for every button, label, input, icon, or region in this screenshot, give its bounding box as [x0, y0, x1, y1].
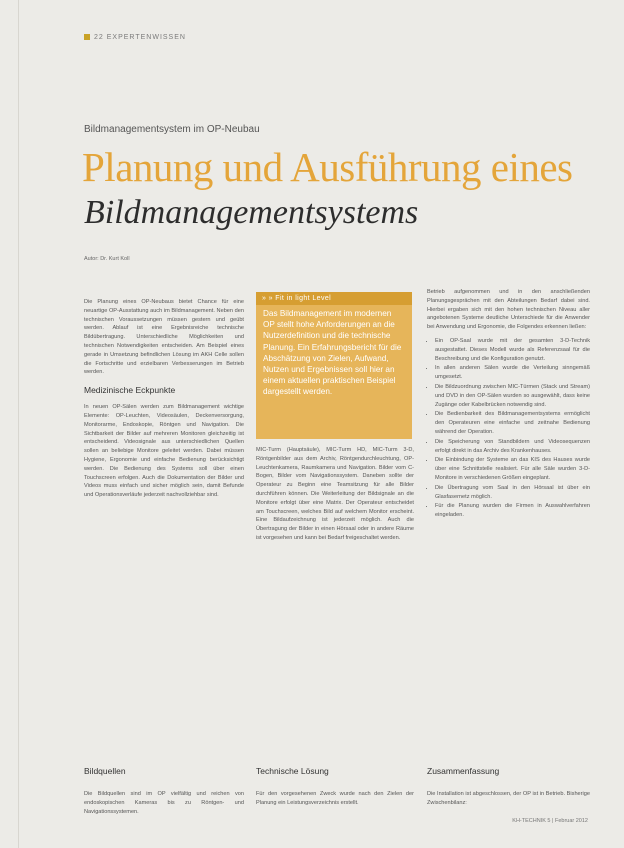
page-footer: KH-TECHNIK 5 | Februar 2012: [512, 818, 588, 824]
section-text-bildquellen: Die Bildquellen sind im OP vielfältig und reichen von endoskopischen Kameras bis zu Röntgen- und Navigationssystemen.: [84, 791, 244, 815]
callout-box: [256, 292, 412, 439]
list-item: • In allen anderen Sälen wurde die Verteilung sinngemäß umgesetzt.: [435, 364, 590, 382]
section-marker-icon: [84, 34, 90, 40]
column-2: [256, 446, 414, 548]
article-kicker: Bildmanagementsystem im OP-Neubau: [84, 124, 260, 135]
section-heading: Medizinische Eckpunkte: [84, 385, 176, 396]
section-label: 22 EXPERTENWISSEN: [94, 34, 186, 41]
list-item: • Ein OP-Saal wurde mit der gesamten 3-D-Technik ausgestattet. Dieses Modell wurde als Referenzsaal für die Beschreibung und die Konfiguration genutzt.: [435, 337, 590, 363]
list-item: • Die Speicherung von Standbildern und Videosequenzen erfolgt direkt in das Archiv des Krankenhauses.: [435, 438, 590, 456]
list-item: • Die Übertragung vom Saal in den Hörsaal ist über ein Glasfasernetz möglich.: [435, 484, 590, 502]
section-heading-bildquellen: Bildquellen: [84, 766, 126, 776]
section-text: MIC-Turm (Hauptsäule), MIC-Turm HD, MIC-Turm 3-D, Röntgenbilder aus dem Archiv, Röntgendurchleuchtung, OP-Leuchtenkamera, Raumkamera und Navigation. Bilder vom C-Bogen, Bilder vom Navigationssystem. Daneben sollte der Operateur zu Beginn eine Teamsitzung für alle Bilder durchführen können. Die Weiterleitung der Bildsignale an die Monitore erfolgt über eine Matrix. Der Operateur entscheidet am Touchscreen, welches Bild auf welchem Monitor erscheint. Eine Bildaufzeichnung ist jederzeit möglich. Auch die Übertragung der Bilder in einen Hörsaal oder in andere Räume ist vorgesehen und kann bei Bedarf freigeschaltet werden.: [256, 447, 414, 541]
section-heading-technische-loesung: Technische Lösung: [256, 766, 329, 776]
bullet-list: [427, 337, 590, 520]
article-title-line2: Bildmanagementsystems: [84, 194, 419, 231]
section-text: In neuen OP-Sälen werden zum Bildmanagement wichtige Elemente: OP-Leuchten, Videosäulen, Deckenversorgung, Monitorarme, Endoskopie, Röntgen und Navigation. Die Sichtbarkeit der Bilder auf mehreren Monitoren gleichzeitig ist entscheidend. Videosignale aus unterschiedlichen Quellen sollen an beliebige Monitore geleitet werden. Dabei müssen Hygiene, Ergonomie und einfache Bedienung berücksichtigt werden. Die Bedienung des Systems soll über einen Touchscreen erfolgen. Auch die Dokumentation der Bilder und Videos muss einfach und sicher möglich sein, damit Befunde und Operationsverläufe jederzeit nachvollziehbar sind.: [84, 404, 244, 499]
page-edge: [18, 0, 19, 848]
callout-text: Das Bildmanagement im modernen OP stellt hohe Anforderungen an die Nutzerdefinition und die technische Planung. Ein Erfahrungsbericht für die Abschätzung von Zielen, Aufwand, Nutzen und Ergebnissen soll hier an einem aktuellen praktischen Beispiel dargestellt werden.: [263, 309, 402, 397]
list-item: • Die Bedienbarkeit des Bildmanagementsystems ermöglicht den Operateuren eine einfache und zeitnahe Bedienung während der Operation.: [435, 410, 590, 436]
column-3: [427, 288, 590, 525]
section-header: [84, 34, 186, 41]
article-byline: Autor: Dr. Kurt Koll: [84, 256, 130, 262]
callout-label: » » Fit in light Level: [256, 292, 412, 305]
col3-paragraph: Betrieb aufgenommen und in den anschließenden Planungsgesprächen mit den Abteilungen Bedarf dabei sind. Hierbei ergaben sich mit den hohen technischen Niveau aller angebotenen Systeme deutliche Unterschiede für die Anwender bei Anwendung und Ergonomie, die Folgendes erkennen ließen:: [427, 289, 590, 331]
article-title-line1: Planung und Ausführung eines: [82, 144, 573, 190]
section-text-zusammenfassung: Die Installation ist abgeschlossen, der OP ist in Betrieb. Bisherige Zwischenbilanz:: [427, 791, 590, 806]
intro-paragraph: Die Planung eines OP-Neubaus bietet Chance für eine neuartige OP-Ausstattung auch im Bildmanagement. Neben den technischen Voraussetzungen müssen gestern und geübt werden. Ablauf ist eine Ergebnisreiche technische Bildübertragung. Unterschiedliche Möglichkeiten und technischen Notwendigkeiten entscheiden. Am Beispiel eines gerade in Umsetzung befindlichen Lösung im AKH Celle sollen die Fortschritte und erzielbaren Verbesserungen im Betrieb werden.: [84, 299, 244, 376]
list-item: • Die Einbindung der Systeme an das KIS des Hauses wurde über eine Schnittstelle realisiert. Für alle Säle wurden 3-D-Monitore in verschiedenen Größen eingeplant.: [435, 456, 590, 482]
list-item: • Die Bildzuordnung zwischen MIC-Türmen (Stack und Stream) und DVD in den OP-Sälen wurden so ausgewählt, dass keine Zugänge oder Kabelbrücken notwendig sind.: [435, 383, 590, 409]
list-item: • Für die Planung wurden die Firmen in Auswahlverfahren eingeladen.: [435, 502, 590, 520]
column-1: [84, 298, 244, 505]
section-heading-zusammenfassung: Zusammenfassung: [427, 766, 500, 776]
section-text-technische-loesung: Für den vorgesehenen Zweck wurde nach den Zielen der Planung ein Leistungsverzeichnis erstellt.: [256, 791, 414, 806]
